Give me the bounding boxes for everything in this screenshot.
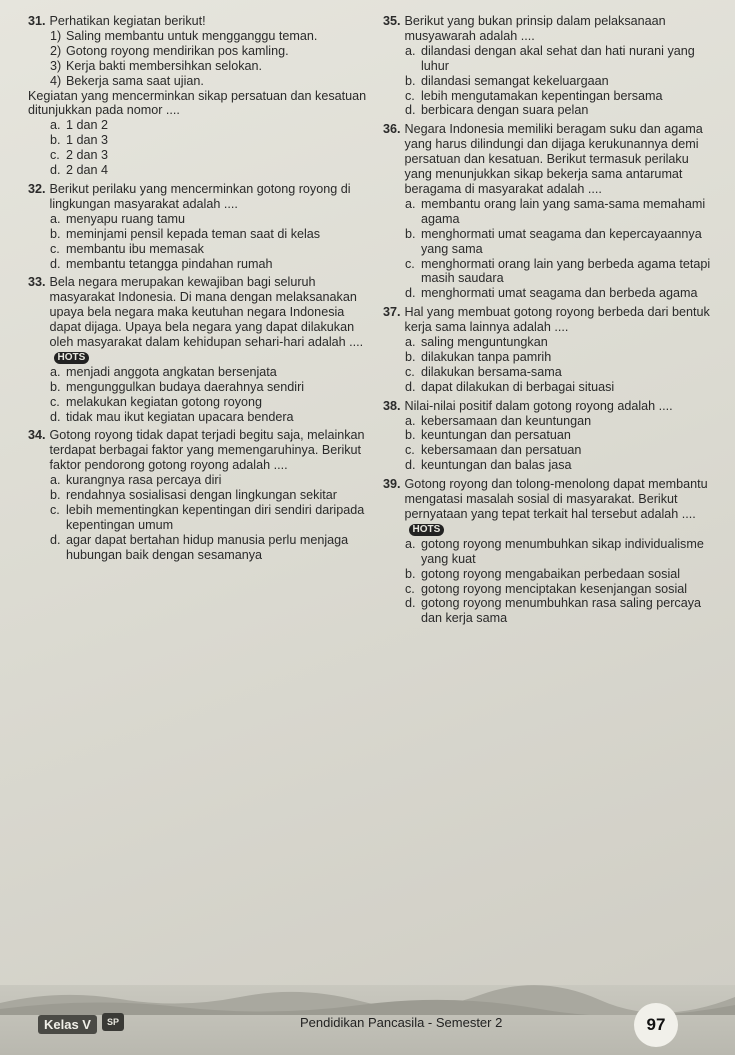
right-column bbox=[383, 14, 713, 630]
answer-option bbox=[50, 488, 373, 503]
option-label: b. bbox=[405, 73, 416, 88]
option-list bbox=[28, 365, 373, 425]
option-text: gotong royong mengabaikan perbedaan sosial bbox=[421, 566, 681, 581]
option-label: d. bbox=[405, 286, 416, 301]
question-33 bbox=[28, 275, 373, 424]
question-31 bbox=[28, 14, 373, 178]
option-label: c. bbox=[405, 88, 415, 103]
option-list bbox=[383, 414, 713, 474]
option-text: lebih mementingkan kepentingan diri sendiri daripada kepentingan umum bbox=[66, 503, 365, 532]
answer-option bbox=[405, 443, 713, 458]
option-label: d. bbox=[50, 532, 61, 547]
option-text: dilandasi semangat kekeluargaan bbox=[421, 73, 609, 88]
question-stem-text: Bela negara merupakan kewajiban bagi seluruh masyarakat Indonesia. Di mana dengan melaksanakan upaya bela negara maka keutuhan negara Indonesia dapat dijaga. Upaya bela negara yang dapat dilakukan oleh masyarakat dalam kehidupan sehari-hari adalah .... bbox=[49, 275, 364, 350]
option-list bbox=[383, 335, 713, 395]
option-label: c. bbox=[405, 443, 415, 458]
option-label: d. bbox=[405, 458, 416, 473]
statement-text: Kerja bakti membersihkan selokan. bbox=[66, 58, 262, 73]
page-footer bbox=[0, 985, 735, 1055]
answer-option bbox=[405, 197, 713, 227]
answer-option bbox=[405, 596, 713, 626]
answer-option bbox=[405, 44, 713, 74]
option-text: dilakukan tanpa pamrih bbox=[421, 349, 552, 364]
option-label: c. bbox=[405, 256, 415, 271]
question-header bbox=[28, 182, 373, 212]
option-text: keuntungan dan persatuan bbox=[421, 428, 571, 443]
option-text: membantu ibu memasak bbox=[66, 241, 204, 256]
question-stem bbox=[405, 477, 713, 537]
option-text: kebersamaan dan keuntungan bbox=[421, 413, 592, 428]
question-32 bbox=[28, 182, 373, 271]
option-label: b. bbox=[405, 566, 416, 581]
option-label: a. bbox=[405, 196, 416, 211]
option-text: 2 dan 3 bbox=[66, 148, 109, 163]
question-stem-text: Negara Indonesia memiliki beragam suku dan agama yang harus dilindungi dan dijaga kerukunannya demi persatuan dan kesatuan. Berikut termasuk perilaku yang menunjukkan sikap bekerja sama antarumat beragama di masyarakat adalah .... bbox=[404, 122, 703, 196]
answer-option bbox=[50, 365, 373, 380]
option-list bbox=[28, 118, 373, 178]
option-label: a. bbox=[50, 118, 61, 133]
answer-option bbox=[50, 473, 373, 488]
answer-option bbox=[50, 133, 373, 148]
question-stem-text: Nilai-nilai positif dalam gotong royong adalah .... bbox=[404, 398, 673, 413]
option-text: keuntungan dan balas jasa bbox=[421, 458, 572, 473]
answer-option bbox=[405, 567, 713, 582]
answer-option bbox=[50, 503, 373, 533]
question-header bbox=[28, 14, 373, 29]
option-label: c. bbox=[50, 394, 60, 409]
question-header bbox=[28, 275, 373, 364]
option-label: c. bbox=[50, 148, 60, 163]
option-label: b. bbox=[405, 428, 416, 443]
answer-option bbox=[405, 227, 713, 257]
question-header bbox=[28, 428, 373, 473]
option-label: a. bbox=[405, 43, 416, 58]
answer-option bbox=[405, 365, 713, 380]
option-text: gotong royong menumbuhkan sikap individualisme yang kuat bbox=[421, 536, 704, 566]
option-text: menghormati umat seagama dan kepercayaannya yang sama bbox=[421, 226, 702, 256]
option-label: c. bbox=[405, 364, 415, 379]
option-label: b. bbox=[50, 379, 61, 394]
option-text: 1 dan 3 bbox=[66, 133, 109, 148]
footer-wave-decoration bbox=[0, 985, 735, 1015]
answer-option bbox=[405, 335, 713, 350]
option-label: b. bbox=[405, 349, 416, 364]
answer-option bbox=[50, 212, 373, 227]
option-text: mengunggulkan budaya daerahnya sendiri bbox=[66, 379, 305, 394]
option-text: membantu tetangga pindahan rumah bbox=[66, 256, 273, 271]
answer-option bbox=[50, 410, 373, 425]
question-header bbox=[383, 399, 713, 414]
question-header bbox=[383, 14, 713, 44]
answer-option bbox=[50, 395, 373, 410]
option-label: d. bbox=[50, 163, 61, 178]
question-number: 37. bbox=[383, 305, 401, 320]
option-text: dilakukan bersama-sama bbox=[421, 364, 562, 379]
option-text: melakukan kegiatan gotong royong bbox=[66, 394, 263, 409]
option-label: a. bbox=[50, 364, 61, 379]
statement-item bbox=[50, 74, 373, 89]
answer-option bbox=[405, 582, 713, 597]
statement-label: 3) bbox=[50, 58, 62, 73]
option-label: b. bbox=[50, 226, 61, 241]
page-number: 97 bbox=[634, 1003, 678, 1047]
statement-item bbox=[50, 29, 373, 44]
statement-text: Bekerja sama saat ujian. bbox=[66, 73, 204, 88]
option-label: d. bbox=[405, 103, 416, 118]
option-label: d. bbox=[50, 409, 61, 424]
answer-option bbox=[405, 89, 713, 104]
question-number: 39. bbox=[383, 477, 401, 492]
option-label: c. bbox=[405, 581, 415, 596]
option-text: tidak mau ikut kegiatan upacara bendera bbox=[66, 409, 294, 424]
answer-option bbox=[405, 537, 713, 567]
answer-option bbox=[405, 103, 713, 118]
option-text: dapat dilakukan di berbagai situasi bbox=[421, 379, 615, 394]
question-number: 32. bbox=[28, 181, 46, 196]
option-text: menjadi anggota angkatan bersenjata bbox=[66, 364, 277, 379]
option-text: meminjami pensil kepada teman saat di kelas bbox=[66, 226, 321, 241]
question-number: 31. bbox=[28, 14, 46, 28]
option-text: berbicara dengan suara pelan bbox=[421, 103, 589, 118]
question-stem-text: Berikut yang bukan prinsip dalam pelaksanaan musyawarah adalah .... bbox=[404, 14, 666, 43]
option-list bbox=[28, 473, 373, 562]
question-35 bbox=[383, 14, 713, 118]
sp-logo-badge: SP bbox=[102, 1013, 124, 1031]
option-text: gotong royong menciptakan kesenjangan sosial bbox=[421, 581, 688, 596]
question-number: 33. bbox=[28, 275, 46, 290]
option-text: menyapu ruang tamu bbox=[66, 211, 186, 226]
option-label: b. bbox=[50, 488, 61, 503]
option-text: dilandasi dengan akal sehat dan hati nurani yang luhur bbox=[421, 43, 695, 73]
statement-text: Gotong royong mendirikan pos kamling. bbox=[66, 43, 289, 58]
option-list bbox=[383, 537, 713, 626]
answer-option bbox=[405, 458, 713, 473]
question-stem bbox=[50, 182, 373, 212]
question-stem bbox=[405, 399, 713, 414]
option-text: lebih mengutamakan kepentingan bersama bbox=[421, 88, 663, 103]
option-text: kurangnya rasa percaya diri bbox=[66, 473, 222, 488]
question-number: 36. bbox=[383, 122, 401, 137]
option-text: kebersamaan dan persatuan bbox=[421, 443, 582, 458]
question-number: 35. bbox=[383, 14, 401, 28]
hots-badge: HOTS bbox=[409, 524, 445, 536]
question-stem bbox=[50, 428, 373, 473]
question-stem bbox=[50, 275, 373, 364]
answer-option bbox=[405, 428, 713, 443]
question-header bbox=[383, 477, 713, 537]
option-text: menghormati orang lain yang berbeda agama tetapi masih saudara bbox=[421, 256, 711, 286]
option-text: rendahnya sosialisasi dengan lingkungan sekitar bbox=[66, 488, 337, 503]
option-label: c. bbox=[50, 503, 60, 517]
statement-label: 4) bbox=[50, 73, 62, 88]
option-text: membantu orang lain yang sama-sama memahami agama bbox=[421, 196, 706, 226]
answer-option bbox=[50, 533, 373, 563]
question-header bbox=[383, 122, 713, 197]
footer-title: Pendidikan Pancasila - Semester 2 bbox=[300, 1015, 503, 1030]
option-text: gotong royong menumbuhkan rasa saling percaya dan kerja sama bbox=[421, 596, 702, 626]
answer-option bbox=[50, 242, 373, 257]
statement-item bbox=[50, 44, 373, 59]
question-stem-text: Gotong royong tidak dapat terjadi begitu saja, melainkan terdapat berbagai faktor yang memengaruhinya. Berikut faktor pendorong gotong royong adalah .... bbox=[49, 428, 365, 473]
statement-item bbox=[50, 59, 373, 74]
question-stem bbox=[50, 14, 373, 29]
option-label: a. bbox=[50, 211, 61, 226]
option-label: a. bbox=[405, 413, 416, 428]
option-text: agar dapat bertahan hidup manusia perlu menjaga hubungan baik dengan sesamanya bbox=[66, 532, 349, 562]
question-39 bbox=[383, 477, 713, 626]
statement-list bbox=[28, 29, 373, 89]
option-label: a. bbox=[405, 536, 416, 551]
question-stem-text: Hal yang membuat gotong royong berbeda dari bentuk kerja sama lainnya adalah .... bbox=[404, 305, 710, 335]
answer-option bbox=[405, 257, 713, 287]
question-stem bbox=[405, 305, 713, 335]
option-label: d. bbox=[50, 256, 61, 271]
question-37 bbox=[383, 305, 713, 394]
question-stem-continued: Kegiatan yang mencerminkan sikap persatuan dan kesatuan ditunjukkan pada nomor .... bbox=[28, 88, 367, 118]
answer-option bbox=[405, 286, 713, 301]
option-label: c. bbox=[50, 241, 60, 256]
left-column bbox=[28, 14, 373, 567]
question-number: 34. bbox=[28, 428, 46, 443]
option-list bbox=[28, 212, 373, 272]
question-34 bbox=[28, 428, 373, 562]
question-stem bbox=[405, 122, 713, 197]
option-text: menghormati umat seagama dan berbeda agama bbox=[421, 286, 698, 301]
option-text: saling menguntungkan bbox=[421, 335, 548, 350]
option-list bbox=[383, 44, 713, 119]
option-list bbox=[383, 197, 713, 301]
answer-option bbox=[405, 380, 713, 395]
answer-option bbox=[50, 380, 373, 395]
answer-option bbox=[405, 74, 713, 89]
option-label: d. bbox=[405, 379, 416, 394]
question-stem-text: Gotong royong dan tolong-menolong dapat membantu mengatasi masalah sosial di masyarakat. Berikut pernyataan yang tepat terkait hal tersebut adalah .... bbox=[404, 477, 708, 521]
question-stem-text: Berikut perilaku yang mencerminkan gotong royong di lingkungan masyarakat adalah .... bbox=[49, 181, 351, 211]
answer-option bbox=[405, 414, 713, 429]
question-number: 38. bbox=[383, 398, 401, 413]
answer-option bbox=[50, 118, 373, 133]
statement-label: 1) bbox=[50, 28, 62, 43]
statement-label: 2) bbox=[50, 43, 62, 58]
question-stem bbox=[405, 14, 713, 44]
option-label: b. bbox=[405, 226, 416, 241]
answer-option bbox=[50, 163, 373, 178]
question-38 bbox=[383, 399, 713, 474]
statement-text: Saling membantu untuk mengganggu teman. bbox=[66, 28, 318, 43]
answer-option bbox=[405, 350, 713, 365]
option-label: d. bbox=[405, 596, 416, 611]
hots-badge: HOTS bbox=[54, 352, 90, 364]
answer-option bbox=[50, 227, 373, 242]
question-stem-text: Perhatikan kegiatan berikut! bbox=[49, 14, 206, 28]
option-text: 2 dan 4 bbox=[66, 163, 109, 178]
question-header bbox=[383, 305, 713, 335]
option-label: a. bbox=[50, 473, 61, 488]
question-36 bbox=[383, 122, 713, 301]
class-label: Kelas V bbox=[38, 1015, 97, 1034]
option-label: b. bbox=[50, 133, 61, 148]
answer-option bbox=[50, 148, 373, 163]
option-text: 1 dan 2 bbox=[66, 118, 109, 133]
answer-option bbox=[50, 257, 373, 272]
option-label: a. bbox=[405, 335, 416, 350]
